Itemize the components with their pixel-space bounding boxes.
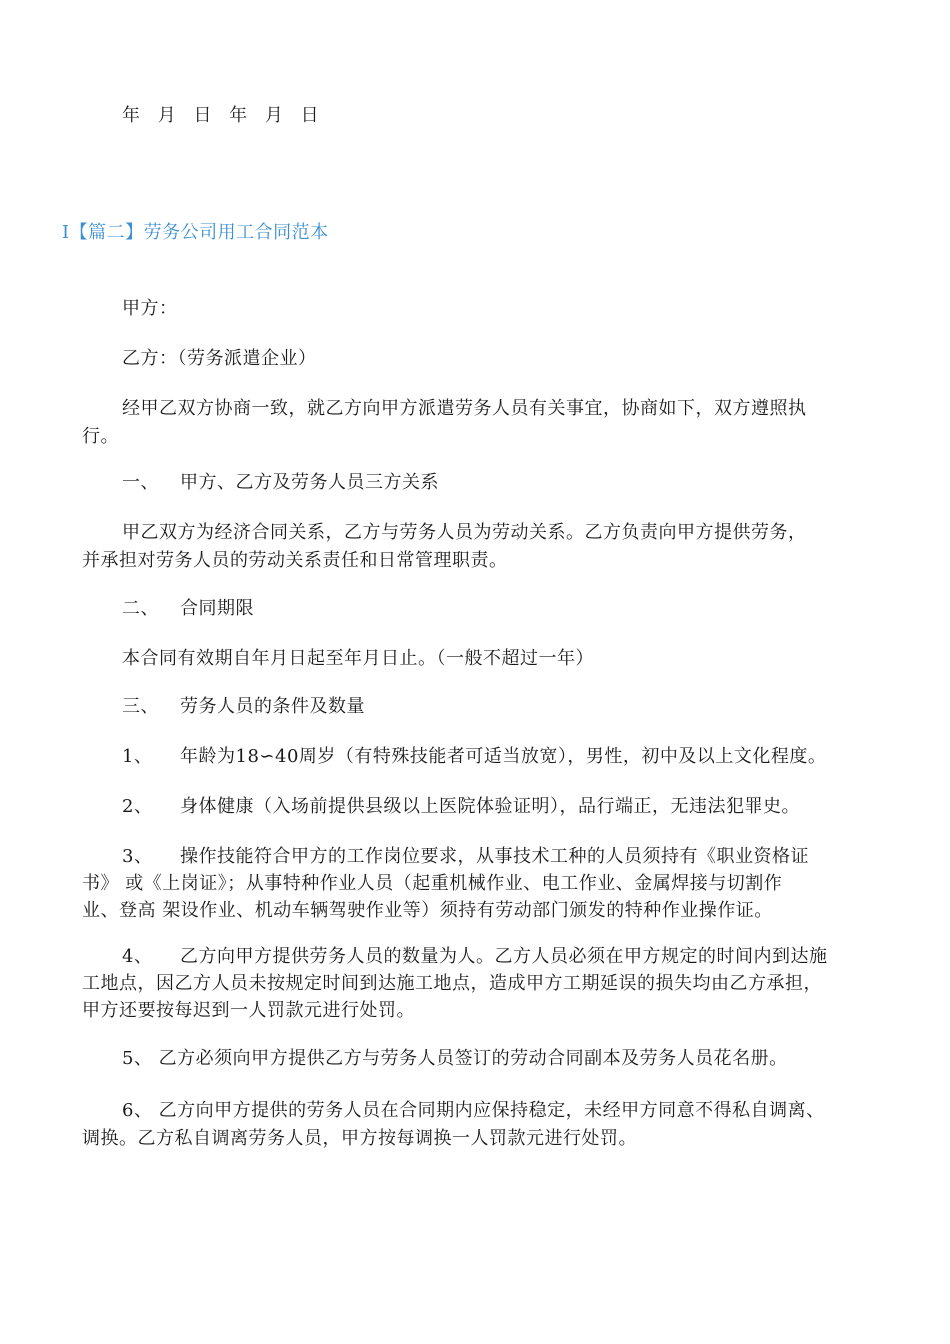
item-1-text: 年龄为18∽40周岁（有特殊技能者可适当放宽），男性，初中及以上文化程度。	[180, 746, 827, 767]
item-4-text: 乙方向甲方提供劳务人员的数量为人。乙方人员必须在甲方规定的时间内到达施	[180, 946, 828, 967]
item-1	[122, 744, 826, 770]
section-1-number: 一、	[122, 472, 159, 493]
item-3-line-3: 业、登高 架设作业、机动车辆驾驶作业等）须持有劳动部门颁发的特种作业操作证。	[82, 900, 773, 921]
date-line: 年 月 日 年 月 日	[122, 105, 325, 126]
item-4-number: 4、	[122, 946, 153, 967]
item-3-line-2: 书》 或《上岗证》；从事特种作业人员（起重机械作业、电工作业、金属焊接与切割作	[82, 873, 783, 894]
section-3-heading	[122, 694, 365, 720]
section-1-title: 甲方、乙方及劳务人员三方关系	[180, 472, 439, 493]
item-5: 5、 乙方必须向甲方提供乙方与劳务人员签订的劳动合同副本及劳务人员花名册。	[122, 1048, 788, 1069]
section-3-number: 三、	[122, 696, 159, 717]
item-4-line-3: 甲方还要按每迟到一人罚款元进行处罚。	[82, 1000, 415, 1021]
section-1-body-line-2: 并承担对劳务人员的劳动关系责任和日常管理职责。	[82, 550, 508, 571]
intro-line-2: 行。	[82, 426, 119, 447]
party-a-label: 甲方：	[122, 298, 178, 319]
section-3-title: 劳务人员的条件及数量	[180, 696, 365, 717]
item-1-number: 1、	[122, 746, 153, 767]
item-2-text: 身体健康（入场前提供县级以上医院体验证明），品行端正，无违法犯罪史。	[180, 796, 800, 817]
section-1-body-line-1: 甲乙双方为经济合同关系，乙方与劳务人员为劳动关系。乙方负责向甲方提供劳务，	[122, 522, 807, 543]
item-6-line-1: 6、 乙方向甲方提供的劳务人员在合同期内应保持稳定，未经甲方同意不得私自调离、	[122, 1100, 825, 1121]
section-2-heading	[122, 596, 254, 622]
item-4-line-2: 工地点，因乙方人员未按规定时间到达施工地点，造成甲方工期延误的损失均由乙方承担，	[82, 973, 822, 994]
item-3-text: 操作技能符合甲方的工作岗位要求，从事技术工种的人员须持有《职业资格证	[180, 846, 809, 867]
item-3-number: 3、	[122, 846, 153, 867]
section-2-title: 合同期限	[180, 598, 254, 619]
item-6-line-2: 调换。乙方私自调离劳务人员，甲方按每调换一人罚款元进行处罚。	[82, 1128, 637, 1149]
item-4	[122, 944, 828, 970]
item-2-number: 2、	[122, 796, 153, 817]
section-2-body: 本合同有效期自年月日起至年月日止。（一般不超过一年）	[122, 648, 594, 669]
intro-line-1: 经甲乙双方协商一致，就乙方向甲方派遣劳务人员有关事宜，协商如下，双方遵照执	[122, 398, 807, 419]
item-2	[122, 794, 800, 820]
party-b-label: 乙方：（劳务派遣企业）	[122, 348, 317, 369]
section-2-number: 二、	[122, 598, 159, 619]
section-1-heading	[122, 470, 439, 496]
section-heading: I【篇二】劳务公司用工合同范本	[62, 222, 329, 243]
item-3	[122, 844, 809, 870]
